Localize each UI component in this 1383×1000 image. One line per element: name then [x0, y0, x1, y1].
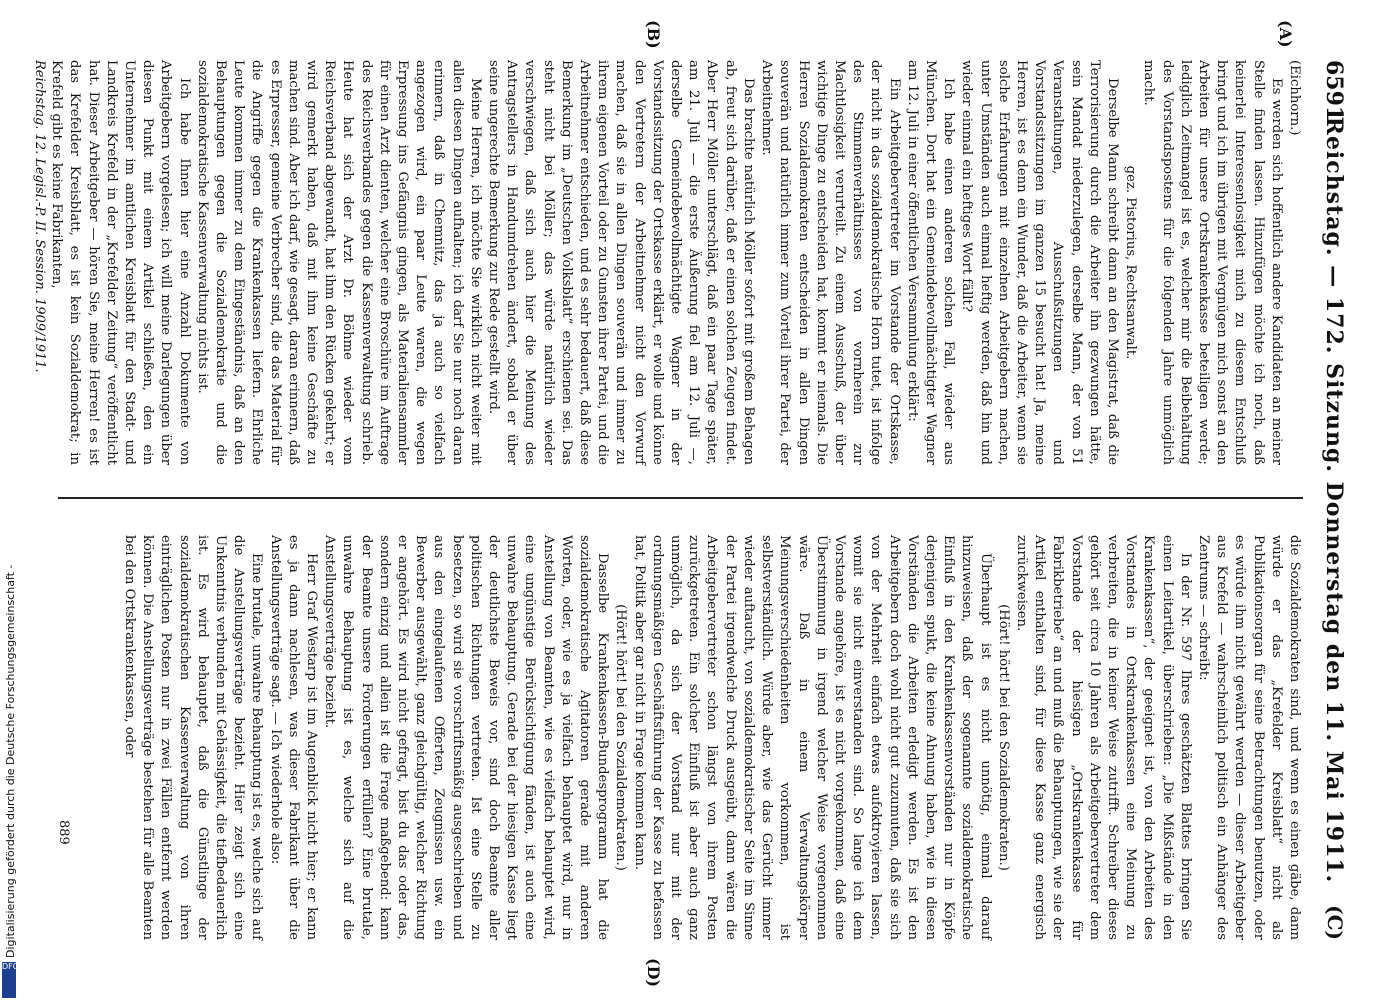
- quoted-paragraph: Dasselbe Krankenkassen-Bundesprogramm hat die sozialdemokratische Agitatoren gerade mit anderen Worten, oder, wie es ja vielfach behauptet wird, nur in Anstellung von Beamten, wie es vielfach behauptet wird, eine ungünstige Berücksichtigung fänden, ist auch eine unwahre Behauptung. Gerade bei der hiesigen Kasse liegt der deutlichste Beweis vor, sind doch Beamte aller politischen Richtungen vertreten. Ist eine Stelle zu besetzen, so wird sie vorschriftsmäßig ausgeschrieben und aus den eingelaufenen Offerten, Zeugnissen usw. ein Bewerber ausgewählt, ganz gleichgültig, welcher Richtung er angehört. Es wird nicht gefragt, bist du das oder das, sondern einzig und allein ist die Frage maßgebend: kann der Beamte unsere Forderungen erfüllen? Eine brutale, unwahre Behauptung ist es, welche sich auf die Anstellungsverträge bezieht.: [322, 535, 611, 940]
- speaker-name: (Eichhorn.): [1287, 60, 1302, 136]
- right-column: [58, 535, 1303, 940]
- page-header: [1317, 60, 1361, 940]
- left-column: [49, 60, 1303, 465]
- interjection: (Hört! hört! bei den Sozialdemokraten.): [613, 604, 629, 871]
- page-footer: Reichstag. 12. Legisl.-P. II. Session. 1909/1911.: [32, 60, 47, 373]
- dfg-logo-icon: DFG: [2, 962, 16, 998]
- paragraph: Ich habe einen anderen solchen Fall, wieder aus München. Dort hat ein Gemeindebevollmächtigter Wagner am 12. Juli in einer öffentlichen Versammlung erklärt:: [904, 60, 957, 465]
- margin-marker-a: (A): [1276, 20, 1295, 48]
- running-title: Reichstag. — 172. Sitzung. Donnerstag den 11. Mai 1911.: [1321, 116, 1347, 884]
- paragraph: Es werden sich hoffentlich andere Kandidaten an meiner Stelle finden lassen. Hinzufügen möchte ich noch, daß keinerlei Interessenlosigkeit mich zu diesem Entschluß bringt und ich im übrigen mit Vergnügen mich sonst an den Arbeiten für unsere Ortskrankenkasse beteiligen werde; lediglich Zeitmangel ist es, welcher mir die Beibehaltung des Vorstandspostens für die folgenden Jahre unmöglich macht.: [1141, 60, 1284, 465]
- paragraph: Ich habe Ihnen hier eine Anzahl Dokumente von Arbeitgebern vorgelesen; ich will meine Darlegungen über diesen Punkt mit einem Artikel schließen, den ein Unternehmer im amtlichen Kreisblatt für den Stadt- und Landkreis Krefeld in der „Krefelder Zeitung“ veröffentlicht hat. Dieser Arbeitgeber — hören Sie, meine Herren! es ist das Krefelder Kreisblatt, es ist kein Sozialdemokrat; in Krefeld gibt es keine Fabrikanten,: [49, 60, 192, 465]
- page-number-bottom: 889: [56, 820, 71, 845]
- paragraph: die Sozialdemokraten sind, und wenn es einen gäbe, dann würde er das „Krefelder Kreisblatt“ nicht als Publikationsorgan für seine Betrachtungen benutzen, oder es würde ihm nicht gewährt werden — dieser Arbeitgeber aus Krefeld — wahrscheinlich politisch ein Anhänger des Zentrums — schreibt:: [1195, 535, 1302, 940]
- paragraph: Meine Herren, ich möchte Sie wirklich nicht weiter mit allen diesen Dingen aufhalten; ich darf Sie nur noch daran erinnern, daß in Chemnitz, das ja auch so vielfach angezogen wird, ein paar Leute waren, die wegen Erpressung ins Gefängnis gingen, als Materialiensammler für einen Arzt dienten, welcher eine Broschüre im Auftrage des Reichsverbandes gegen die Kassenverwaltung schrieb. Heute hat sich der Arzt Dr. Böhme wieder vom Reichsverband abgewandt, hat ihm den Rücken gekehrt; er wird gemerkt haben, daß mit ihm keine Geschäfte zu machen sind. Aber ich darf, wie gesagt, daran erinnern, daß es Erpresser, gemeine Verbrecher sind, die das Material für die Angriffe gegen die Krankenkassen liefern. Ehrliche Leute kommen immer zu dem Eingeständnis, daß an den Behauptungen gegen die Sozialdemokratie und die sozialdemokratische Kassenverwaltung nichts ist.: [194, 60, 483, 465]
- paragraph: Derselbe Mann schreibt dann an den Magistrat, daß die Terrorisierung durch die Arbeiter ihn gezwungen hätte, sein Mandat niederzulegen, derselbe Mann, der von 51 Veranstaltungen, Ausschußsitzungen und Vorstandssitzungen im ganzen 15 besucht hat! Ja, meine Herren, ist es denn ein Wunder, daß die Arbeiter, wenn sie solche Erfahrungen mit einzelnen Arbeitgebern machen, unter Umständen auch einmal heftig werden, daß hin und wieder einmal ein heftiges Wort fällt?: [959, 60, 1120, 465]
- interjection: (Hört! hört! bei den Sozialdemokraten.): [995, 604, 1011, 871]
- paragraph: Das brachte natürlich Möller sofort mit großem Behagen ab, freut sich darüber, daß er einen solchen Zeugen findet. Aber Herr Möller unterschlägt, daß ein paar Tage später, am 21. Juli — die erste Äußerung fiel am 12. Juli —, derselbe Gemeindebevollmächtigte Wagner in der Vorstandssitzung der Ortskasse erklärt, er wolle und könne den Vertretern der Arbeitnehmer nicht den Vorwurf machen, daß sie in allen Dingen souverän und immer zu ihrem eigenen Vorteil oder zu Gunsten ihrer Partei, und die Arbeitnehmer entschieden, und es sehr bedauert, daß diese Bemerkung im „Deutschen Volksblatt“ erschienen sei. Das steht nicht bei Möller; das würde natürlich wieder verschwiegen, daß sich auch hier die Meinung des Antragstellers in Handumdrehen ändert, sobald er über seine ungerechte Bemerkung zur Rede gestellt wird.: [486, 60, 756, 465]
- signature-line: gez. Pistorius, Rechtsanwalt.: [1123, 165, 1139, 360]
- paragraph: Herr Graf Westarp ist im Augenblick nicht hier; er kann es ja dann nachlesen, was dieser Fabrikant über die Anstellungsverträge sagt. — Ich wiederhole also:: [267, 535, 320, 940]
- page-number-top: 6591: [1321, 60, 1347, 122]
- margin-marker-c: (C): [1323, 905, 1347, 940]
- margin-marker-d: (D): [644, 958, 663, 988]
- column-divider: [58, 497, 1303, 499]
- quoted-paragraph: Eine brutale, unwahre Behauptung ist es, welche sich auf die Anstellungsverträge bezieht. Hier zeigt sich eine Unkenntnis verbunden mit Gehässigkeit, die tiefbedauerlich ist. Es wird behauptet, daß die Günstlinge der sozialdemokratischen Kassenverwaltung von ihren einträglichen Posten nur in zwei Fällen entfernt werden können. Die Anstellungsverträge bestehen für alle Beamten bei den Ortskrankenkassen, oder: [122, 535, 265, 940]
- quoted-paragraph: Überhaupt ist es nicht unnötig, einmal darauf hinzuweisen, daß der sogenannte sozialdemokratische Einfluß in den Krankenkassenvorständen nur in Köpfe derjenigen spukt, die keine Ahnung haben, wie in diesen Vorständen die Arbeiten erledigt werden. Es ist den Arbeitgebern doch wohl nicht gut zuzumuten, daß sie sich von der Mehrheit einfach etwas aufoktroyieren lassen, womit sie nicht einverstanden sind. So lange ich dem Vorstande angehöre, ist es nicht vorgekommen, daß eine Überstimmung in irgend welcher Weise vorgenommen wäre. Daß in einem Verwaltungskörper Meinungsverschiedenheiten vorkommen, ist selbstverständlich. Würde aber, wie das Gerücht immer wieder auftaucht, von sozialdemokratischer Seite im Sinne der Partei irgendwelche Druck ausgeübt, dann wären die Arbeitgebervertreter schon längst von ihrem Posten zurückgetreten. Ein solcher Einfluß ist aber auch ganz unmöglich, da sich der Vorstand nur mit der ordnungsmäßigen Geschäftsführung der Kasse zu befassen hat, Politik aber gar nicht in Frage kommen kann.: [631, 535, 993, 940]
- quoted-paragraph: Ein Arbeitgebervertreter im Vorstande der Ortskasse, der nicht in das sozialdemokratische Horn tutet, ist infolge des Stimmenverhältnisses von vornherein zur Machtlosigkeit verurteilt. Zu einem Ausschuß, der über wichtige Dinge zu entscheiden hat, kommt er niemals. Die Herren Sozialdemokraten entscheiden in allen Dingen souverän und natürlich immer zum Vorteil ihrer Partei, der Arbeitnehmer.: [759, 60, 902, 465]
- margin-marker-b: (B): [644, 20, 663, 49]
- quoted-paragraph: In der Nr. 597 Ihres geschätzten Blattes bringen Sie einen Leitartikel, überschrieben: „Die Mißstände in den Krankenkassen“, der geeignet ist, von den Arbeiten des Vorstandes in Ortskrankenkassen eine Meinung zu verbreiten, die in keiner Weise zutrifft. Schreiber dieses gehört seit circa 10 Jahren als Arbeitgebervertreter dem Vorstande der hiesigen „Ortskrankenkasse für Fabrikbetriebe“ an und muß die Behauptungen, wie sie der Artikel enthalten sind, für diese Kasse ganz energisch zurückweisen.: [1013, 535, 1193, 940]
- digitization-credit: Digitalisierung gefördert durch die Deutsche Forschungsgemeinschaft -: [4, 564, 17, 958]
